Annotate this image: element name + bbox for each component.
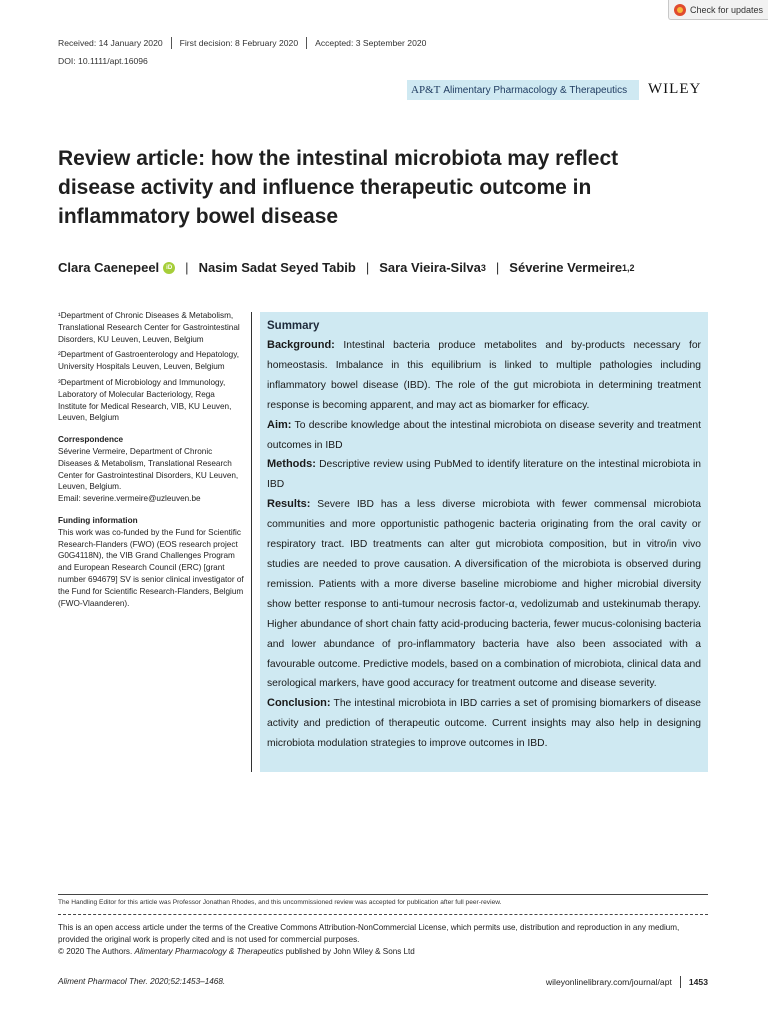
author-name: Clara Caenepeel — [58, 260, 160, 275]
license-block — [58, 922, 708, 957]
check-for-updates-button[interactable] — [668, 0, 768, 20]
summary-aim — [267, 416, 701, 456]
page-number: 1453 — [680, 976, 708, 988]
methods-label: Methods: — [267, 458, 316, 471]
results-text: Severe IBD has a less diverse microbiota with fewer commensal microbiota communities and more opportunistic pathogenic bacteria originating from the oral cavity or respiratory tract. IBD treatments can alter gut microbiota composition, but in vitro/in vivo studies are needed to prove causation. A diversification of the microbiota is observed during remission. Patients with a more diverse baseline microbiome and higher microbial diversity show better response to anti-tumour necrosis factor-α, vedolizumab and ustekinumab therapy. Higher abundance of short chain fatty acid-producing bacteria, fewer mucus-colonising bacteria and lower abundance of pro-inflammatory bacteria have also been associated with a favourable outcome. Predictive models, based on a combination of microbiota, clinical data and serological markers, have good accuracy for treatment outcome and disease severity. — [267, 499, 701, 690]
journal-banner — [407, 80, 639, 100]
correspondence-text: Séverine Vermeire, Department of Chronic Diseases & Metabolism, Translational Research Center for Gastrointestinal Disorders, KU Leuven, Leuven, Belgium. — [58, 446, 239, 492]
article-title: Review article: how the intestinal microbiota may reflect disease activity and influence therapeutic outcome in inflammatory bowel disease — [58, 147, 619, 228]
crossmark-icon — [674, 4, 686, 16]
citation-line: Aliment Pharmacol Ther. 2020;52:1453–1468. — [58, 977, 226, 986]
author-separator: | — [495, 260, 500, 275]
funding-heading: Funding information — [58, 515, 138, 525]
license-rule — [58, 914, 708, 915]
conclusion-text: The intestinal microbiota in IBD carries a set of promising biomarkers of disease activity and prediction of therapeutic outcome. Current insights may also help in designing microbiota modulation strategies to improve outcomes in IBD. — [267, 698, 701, 750]
accepted-date: Accepted: 3 September 2020 — [306, 37, 434, 49]
background-text: Intestinal bacteria produce metabolites and by-products necessary for homeostasis. Imbalance in this equilibrium is linked to multiple pathologies including inflammatory bowel disease (IBD). The role of the gut microbiota in determining treatment response is becoming apparent, and may act as biomarker for efficacy. — [267, 340, 701, 411]
author-separator: | — [365, 260, 370, 275]
license-text: This is an open access article under the terms of the Creative Commons Attribution-NonCommercial License, which permits use, distribution and reproduction in any medium, provided the original work is properly cited and is not used for commercial purposes. — [58, 923, 680, 944]
first-decision-date: First decision: 8 February 2020 — [171, 37, 306, 49]
summary-results — [267, 495, 701, 694]
copyright-suffix: published by John Wiley & Sons Ltd — [283, 946, 415, 956]
article-dates — [58, 37, 434, 49]
footnote-rule — [58, 894, 708, 895]
received-date: Received: 14 January 2020 — [58, 38, 163, 48]
copyright-journal: Alimentary Pharmacology & Therapeutics — [134, 946, 284, 956]
affiliation: ²Department of Gastroenterology and Hepatology, University Hospitals Leuven, Leuven, Belgium — [58, 350, 239, 372]
summary-box — [260, 312, 708, 772]
conclusion-label: Conclusion: — [267, 697, 331, 710]
aim-label: Aim: — [267, 418, 292, 431]
author-name: Sara Vieira-Silva — [379, 260, 481, 275]
column-divider — [251, 312, 252, 772]
copyright-prefix: © 2020 The Authors. — [58, 946, 135, 956]
copyright-line — [58, 946, 708, 958]
footer-right — [546, 976, 708, 988]
author-affiliation-sup: 1,2 — [622, 262, 635, 273]
author-separator: | — [185, 260, 189, 275]
author-affiliation-sup: 3 — [480, 262, 486, 273]
summary-heading: Summary — [267, 320, 320, 332]
affiliation: ³Department of Microbiology and Immunology, Laboratory of Molecular Bacteriology, Rega Institute for Medical Research, VIB, KU Leuven, Leuven, Belgium — [58, 377, 232, 423]
summary-background — [267, 336, 701, 416]
correspondence-email[interactable]: Email: severine.vermeire@uzleuven.be — [58, 494, 201, 504]
author-name: Nasim Sadat Seyed Tabib — [198, 260, 356, 275]
sidebar-info — [58, 310, 244, 613]
author-list — [58, 260, 635, 275]
doi[interactable]: DOI: 10.1111/apt.16096 — [58, 56, 148, 66]
funding-text: This work was co-funded by the Fund for Scientific Research-Flanders (FWO) (EOS research project G0G4118N), the VIB Grand Challenges Program and European Research Council (ERC) [grant number 694679] SV is senior clinical investigator of the Fund for Scientific Research-Flanders, Belgium (FWO-Vlaanderen). — [58, 527, 244, 608]
correspondence-heading: Correspondence — [58, 435, 124, 445]
background-label: Background: — [267, 339, 335, 351]
summary-conclusion — [267, 694, 701, 754]
author-name: Séverine Vermeire — [509, 260, 623, 275]
journal-name: Alimentary Pharmacology & Therapeutics — [443, 84, 628, 96]
methods-text: Descriptive review using PubMed to identify literature on the intestinal microbiota in IBD — [267, 459, 701, 491]
check-for-updates-label: Check for updates — [690, 4, 764, 15]
affiliation: ¹Department of Chronic Diseases & Metabolism, Translational Research Center for Gastrointestinal Disorders, KU Leuven, Leuven, Belgium — [58, 311, 240, 344]
publisher-logo: WILEY — [648, 81, 702, 97]
journal-url[interactable]: wileyonlinelibrary.com/journal/apt — [545, 977, 672, 987]
handling-editor-note: The Handling Editor for this article was Professor Jonathan Rhodes, and this uncommissioned review was accepted for publication after full peer-review. — [58, 899, 502, 906]
results-label: Results: — [267, 498, 311, 511]
orcid-icon[interactable]: iD — [163, 262, 175, 274]
summary-methods — [267, 455, 701, 495]
aim-text: To describe knowledge about the intestinal microbiota on disease severity and treatment outcomes in IBD — [267, 419, 701, 451]
apt-logo: AP&T — [411, 84, 441, 96]
